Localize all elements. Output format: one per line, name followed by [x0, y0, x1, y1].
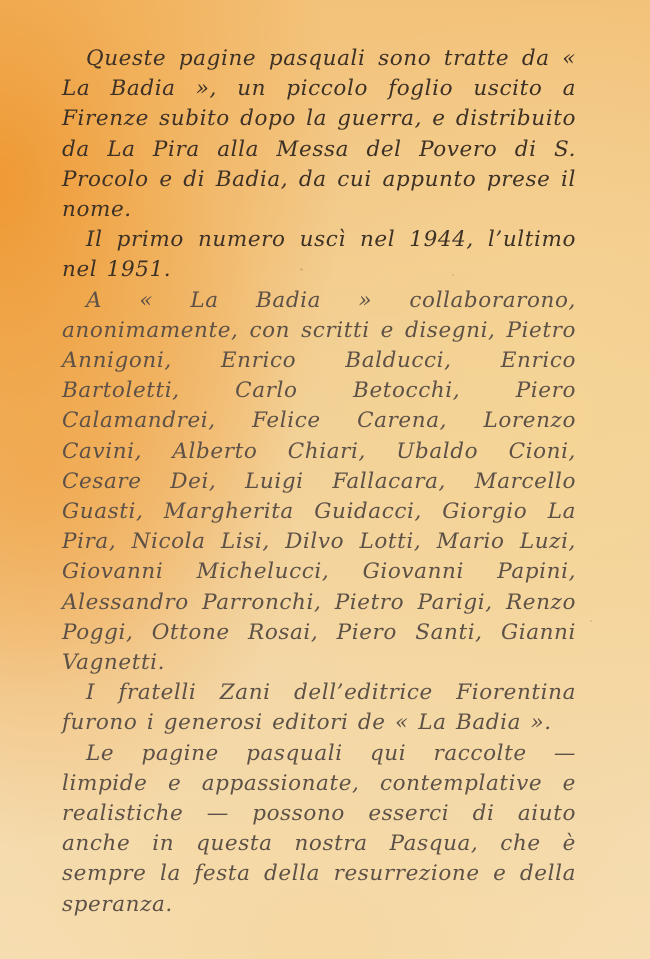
text-block: [62, 44, 576, 920]
paragraph-publishers: I fratelli Zani dell’editrice Fiorentina furono i generosi editori de « La Badia ».: [62, 680, 576, 736]
paragraph-first-issue: Il primo numero uscì nel 1944, l’ultimo nel 1951.: [62, 227, 576, 283]
paragraph-source: Queste pagine pasquali sono tratte da « La Badia », un piccolo foglio uscito a Firenze subito dopo la guerra, e distribuito da La Pira alla Messa del Povero di S. Procolo e di Badia, da cui appunto prese il nome.: [62, 46, 576, 223]
paper-speck: [590, 620, 592, 622]
paragraph-contributors: A « La Badia » collaborarono, anonimamente, con scritti e disegni, Pietro Annigoni, Enrico Balducci, Enrico Bartoletti, Carlo Betocchi, Piero Calamandrei, Felice Carena, Lorenzo Cavini, Alberto Chiari, Ubaldo Cioni, Cesare Dei, Luigi Fallacara, Marcello Guasti, Margherita Guidacci, Giorgio La Pira, Nicola Lisi, Dilvo Lotti, Mario Luzi, Giovanni Michelucci, Giovanni Papini, Alessandro Parronchi, Pietro Parigi, Renzo Poggi, Ottone Rosai, Piero Santi, Gianni Vagnetti.: [62, 287, 576, 676]
paragraph-easter-pages: Le pagine pasquali qui raccolte — limpide e appassionate, contemplative e realistiche — possono esserci di aiuto anche in questa nostra Pasqua, che è sempre la festa della resurrezione e della speranza.: [62, 740, 576, 917]
